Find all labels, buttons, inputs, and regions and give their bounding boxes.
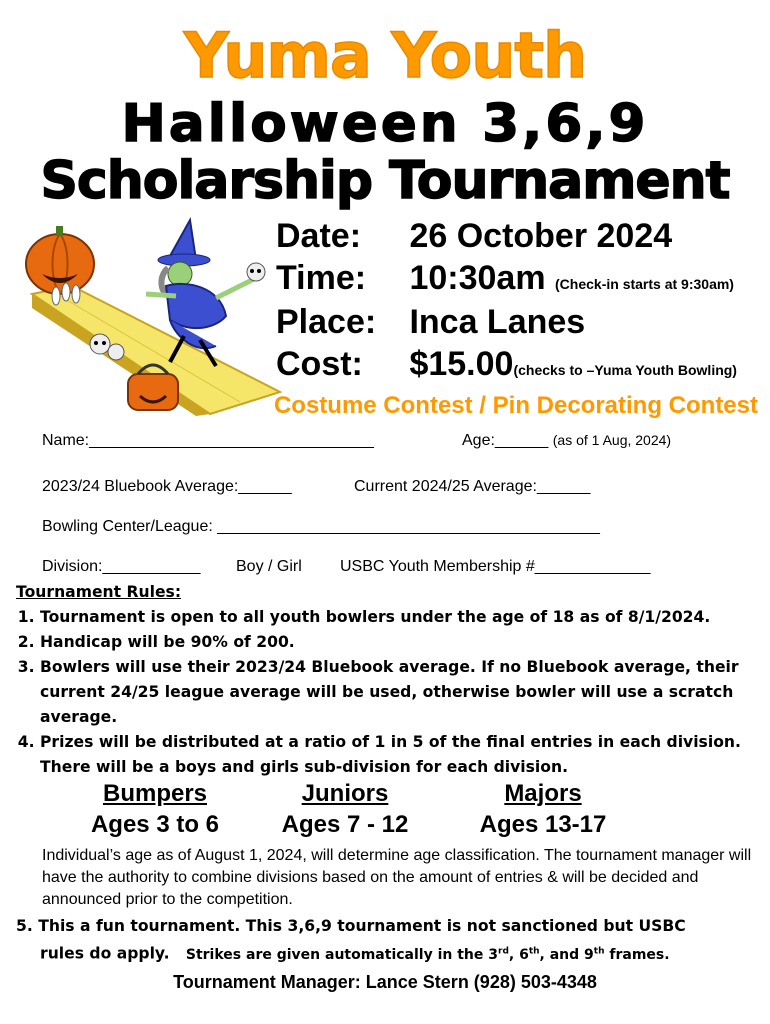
ordinal-th: th [528,946,540,956]
place-value: Inca Lanes [409,303,586,341]
rules-heading: Tournament Rules: [16,583,182,601]
division-majors-name: Majors [504,780,582,807]
age-field-note: (as of 1 Aug, 2024) [552,432,672,448]
place-label: Place: [276,303,377,341]
rule-5-line-2 [16,939,766,968]
rule-item: 4. Prizes will be distributed at a ratio of 1 in 5 of the final entries in each division. There will be a boys and girls sub-division for each division. [40,730,766,780]
rule-5-line-1: 5. This a fun tournament. This 3,6,9 tournament is not sanctioned but USBC [16,917,686,935]
bowling-center-field[interactable]: Bowling Center/League: ___________________________________________ [42,518,600,535]
time-label: Time: [276,259,367,297]
ordinal-th: th [593,946,605,956]
division-majors-ages: Ages 13-17 [479,811,607,838]
time-value: 10:30am [409,259,546,297]
strikes-text: Strikes are given automatically in the 3 [185,946,498,963]
rule-item: 2. Handicap will be 90% of 200. [40,630,766,655]
rule-5-strikes [186,947,670,963]
time-line [276,258,734,304]
cost-label: Cost: [276,345,363,383]
date-line [276,216,672,256]
contest-heading: Costume Contest / Pin Decorating Contest [273,392,758,419]
division-juniors-name: Juniors [301,780,389,807]
title-line-1: Yuma Youth [183,19,587,92]
time-note: (Check-in starts at 9:30am) [555,276,734,292]
cost-line [276,344,737,390]
title-line-2: Halloween 3,6,9 [121,94,649,154]
current-average-field[interactable]: Current 2024/25 Average:______ [354,478,591,495]
division-bumpers-ages: Ages 3 to 6 [90,811,220,838]
division-juniors-ages: Ages 7 - 12 [281,811,409,838]
strikes-text: , 6 [508,946,529,963]
cost-value: $15.00 [409,345,514,383]
name-field[interactable]: Name:________________________________ [42,432,374,449]
strikes-text: frames. [604,946,670,963]
date-label: Date: [276,217,362,255]
rule-item: 1. Tournament is open to all youth bowlers under the age of 18 as of 8/1/2024. [40,605,766,630]
age-field-label: Age:______ [462,432,549,449]
cost-note: (checks to –Yuma Youth Bowling) [513,362,737,378]
age-field[interactable] [462,432,671,450]
bluebook-average-field[interactable]: 2023/24 Bluebook Average:______ [42,478,292,495]
tournament-manager: Tournament Manager: Lance Stern (928) 503-4348 [173,972,597,992]
witch-bowling-illustration [20,216,282,416]
date-value: 26 October 2024 [409,217,673,255]
gender-choice[interactable]: Boy / Girl [236,558,302,575]
division-bumpers-name: Bumpers [102,780,208,807]
strikes-text: , and 9 [539,946,594,963]
ordinal-rd: rd [498,946,509,956]
rule-5-text: rules do apply. [40,944,170,963]
rule-item-5 [16,914,766,968]
division-field[interactable]: Division:___________ [42,558,201,575]
pumpkin-icon [26,226,94,294]
rules-list [16,605,766,780]
age-classification-note: Individual’s age as of August 1, 2024, will determine age classification. The tournament manager will have the authority to combine divisions based on the amount of entries & will be decided and announced prior to the competition. [42,847,752,908]
rule-item: 3. Bowlers will use their 2023/24 Bluebook average. If no Bluebook average, their current 24/25 league average will be used, otherwise bowler will use a scratch average. [40,655,766,730]
usbc-membership-field[interactable]: USBC Youth Membership #_____________ [340,558,651,575]
title-line-3: Scholarship Tournament [40,151,730,211]
place-line [276,302,585,342]
